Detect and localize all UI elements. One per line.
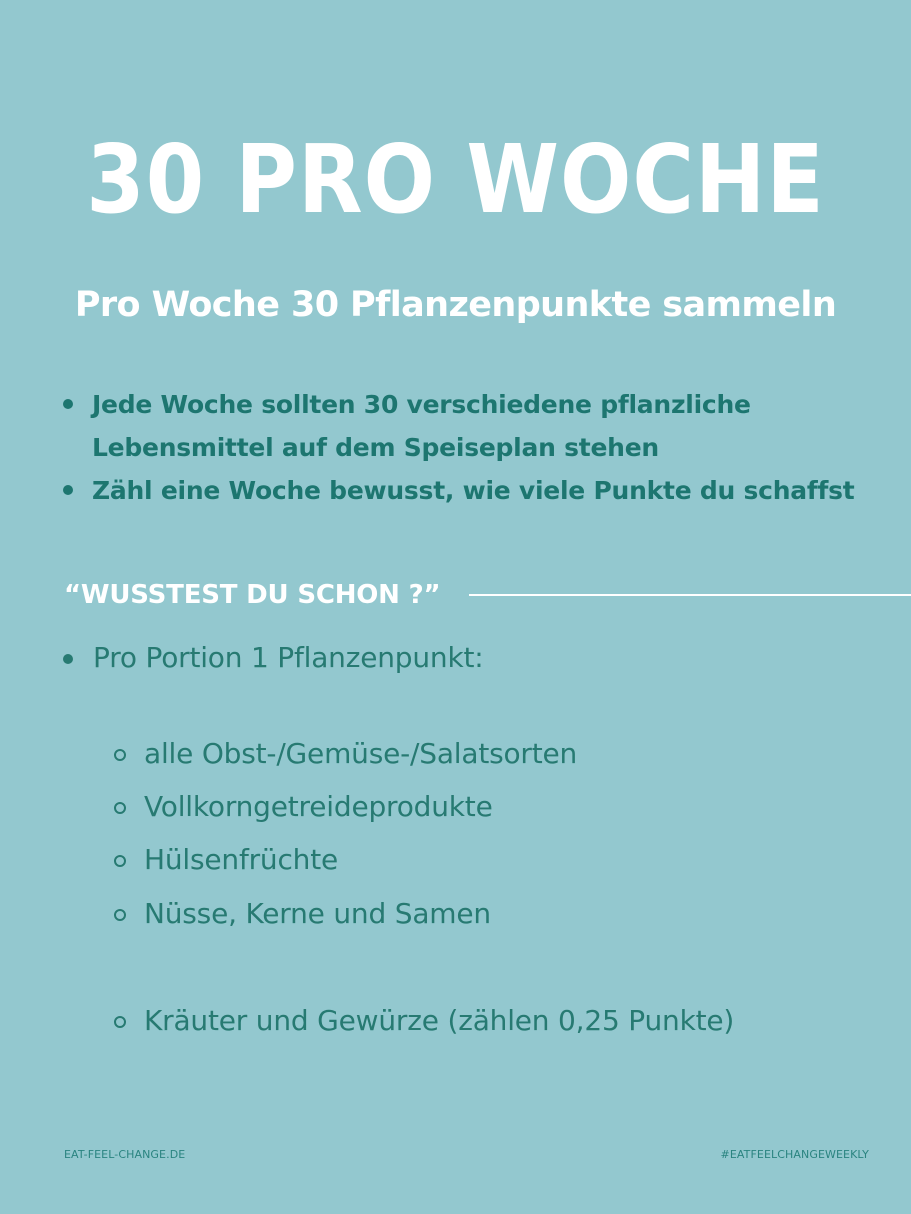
bullet-dot-icon <box>63 485 73 495</box>
portion-list <box>62 636 862 1037</box>
circle-bullet-icon <box>114 909 126 921</box>
subtitle: Pro Woche 30 Pflanzenpunkte sammeln <box>74 285 837 325</box>
portion-heading <box>62 636 862 680</box>
portion-item-text: alle Obst-/Gemüse-/Salatsorten <box>144 737 578 770</box>
portion-item-text: Vollkorngetreideprodukte <box>144 790 493 823</box>
bullet-dot-icon <box>63 654 73 664</box>
intro-point-line: Zähl eine Woche bewusst, wie viele Punkte du schaffst <box>92 476 855 505</box>
portion-item-text: Kräuter und Gewürze (zählen 0,25 Punkte) <box>144 1004 735 1037</box>
footer-hashtag: #EATFEELCHANGEWEEKLY <box>720 1148 869 1161</box>
intro-point-line: Jede Woche sollten 30 verschiedene pflanzliche <box>92 390 751 419</box>
circle-bullet-icon <box>114 1016 126 1028</box>
footer-website: EAT-FEEL-CHANGE.DE <box>64 1148 186 1161</box>
portion-heading-text: Pro Portion 1 Pflanzenpunkt: <box>93 641 484 674</box>
portion-item-text: Hülsenfrüchte <box>144 843 339 876</box>
section-divider <box>469 594 911 596</box>
portion-item-text: Nüsse, Kerne und Samen <box>144 897 491 930</box>
circle-bullet-icon <box>114 855 126 867</box>
section-title: “WUSSTEST DU SCHON ?” <box>64 580 441 610</box>
intro-point <box>62 383 882 469</box>
circle-bullet-icon <box>114 802 126 814</box>
intro-list <box>62 383 882 512</box>
main-title: 30 PRO WOCHE <box>86 124 825 235</box>
bullet-dot-icon <box>63 399 73 409</box>
intro-point <box>62 469 882 512</box>
circle-bullet-icon <box>114 749 126 761</box>
intro-point-line: Lebensmittel auf dem Speiseplan stehen <box>92 433 659 462</box>
